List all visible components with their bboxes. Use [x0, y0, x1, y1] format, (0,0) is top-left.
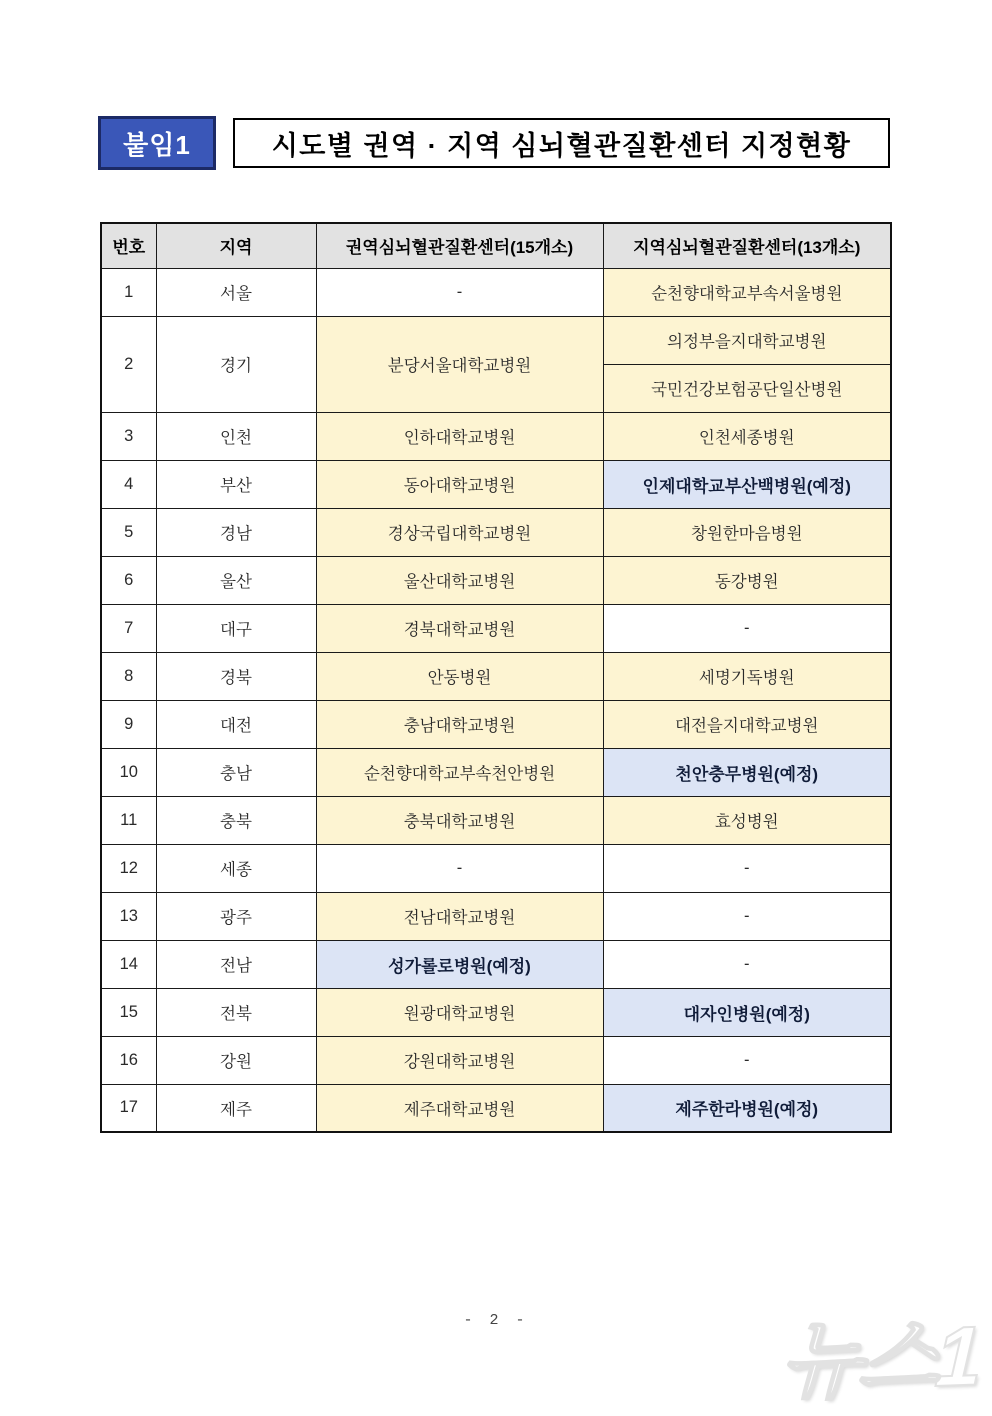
row-no: 1	[101, 268, 156, 316]
regional-center-cell: 제주대학교병원	[316, 1084, 603, 1132]
column-header-local-center: 지역심뇌혈관질환센터(13개소)	[603, 223, 891, 268]
row-no: 3	[101, 412, 156, 460]
table-row	[101, 508, 891, 556]
row-no: 11	[101, 796, 156, 844]
regional-center-cell: 동아대학교병원	[316, 460, 603, 508]
table-row	[101, 556, 891, 604]
row-no: 2	[101, 316, 156, 412]
row-no: 10	[101, 748, 156, 796]
row-no: 9	[101, 700, 156, 748]
row-region: 충북	[156, 796, 316, 844]
table-row	[101, 460, 891, 508]
local-center-cell: 제주한라병원(예정)	[603, 1084, 891, 1132]
local-center-cell: -	[603, 1036, 891, 1084]
table-row	[101, 412, 891, 460]
row-region: 제주	[156, 1084, 316, 1132]
local-center-cell: 천안충무병원(예정)	[603, 748, 891, 796]
row-no: 15	[101, 988, 156, 1036]
regional-center-cell: 원광대학교병원	[316, 988, 603, 1036]
row-region: 강원	[156, 1036, 316, 1084]
row-region: 충남	[156, 748, 316, 796]
row-no: 12	[101, 844, 156, 892]
table-row	[101, 652, 891, 700]
row-region: 대구	[156, 604, 316, 652]
row-region: 울산	[156, 556, 316, 604]
table-row	[101, 700, 891, 748]
news1-watermark-logo: 뉴스1	[778, 1308, 980, 1410]
local-center-cell: 인제대학교부산백병원(예정)	[603, 460, 891, 508]
local-center-cell: 국민건강보험공단일산병원	[603, 364, 891, 412]
regional-center-cell: -	[316, 844, 603, 892]
local-center-cell: -	[603, 604, 891, 652]
local-center-cell: 효성병원	[603, 796, 891, 844]
row-region: 전남	[156, 940, 316, 988]
regional-center-cell: 전남대학교병원	[316, 892, 603, 940]
regional-center-cell: 안동병원	[316, 652, 603, 700]
regional-center-cell: 인하대학교병원	[316, 412, 603, 460]
local-center-cell: -	[603, 844, 891, 892]
document-header	[98, 116, 890, 170]
column-header-region: 지역	[156, 223, 316, 268]
regional-center-cell: 경북대학교병원	[316, 604, 603, 652]
row-region: 인천	[156, 412, 316, 460]
table-row	[101, 1084, 891, 1132]
attachment-tag: 붙임1	[98, 116, 216, 170]
page-title: 시도별 권역 · 지역 심뇌혈관질환센터 지정현황	[233, 118, 890, 168]
row-region: 서울	[156, 268, 316, 316]
local-center-cell: 창원한마음병원	[603, 508, 891, 556]
column-header-regional-center: 권역심뇌혈관질환센터(15개소)	[316, 223, 603, 268]
row-region: 대전	[156, 700, 316, 748]
center-designation-table	[100, 222, 892, 1133]
local-center-cell: 세명기독병원	[603, 652, 891, 700]
table-row	[101, 844, 891, 892]
regional-center-cell: 충북대학교병원	[316, 796, 603, 844]
row-no: 17	[101, 1084, 156, 1132]
row-no: 5	[101, 508, 156, 556]
table-row	[101, 988, 891, 1036]
row-no: 8	[101, 652, 156, 700]
table-row	[101, 748, 891, 796]
local-center-cell: 대전을지대학교병원	[603, 700, 891, 748]
table-header-row	[101, 223, 891, 268]
column-header-no: 번호	[101, 223, 156, 268]
row-no: 14	[101, 940, 156, 988]
table-row	[101, 796, 891, 844]
table-row	[101, 604, 891, 652]
table-row	[101, 1036, 891, 1084]
row-region: 전북	[156, 988, 316, 1036]
row-no: 6	[101, 556, 156, 604]
row-region: 경북	[156, 652, 316, 700]
page-number: - 2 -	[463, 1312, 529, 1329]
row-region: 세종	[156, 844, 316, 892]
row-region: 광주	[156, 892, 316, 940]
regional-center-cell: 경상국립대학교병원	[316, 508, 603, 556]
regional-center-cell: 충남대학교병원	[316, 700, 603, 748]
local-center-cell: 동강병원	[603, 556, 891, 604]
row-region: 부산	[156, 460, 316, 508]
row-region: 경남	[156, 508, 316, 556]
local-center-cell: 의정부을지대학교병원	[603, 316, 891, 364]
regional-center-cell: 성가롤로병원(예정)	[316, 940, 603, 988]
table-row	[101, 892, 891, 940]
local-center-cell: 순천향대학교부속서울병원	[603, 268, 891, 316]
regional-center-cell: -	[316, 268, 603, 316]
row-region: 경기	[156, 316, 316, 412]
table-row	[101, 316, 891, 364]
table-row	[101, 268, 891, 316]
regional-center-cell: 순천향대학교부속천안병원	[316, 748, 603, 796]
regional-center-cell: 분당서울대학교병원	[316, 316, 603, 412]
row-no: 13	[101, 892, 156, 940]
local-center-cell: 인천세종병원	[603, 412, 891, 460]
local-center-cell: 대자인병원(예정)	[603, 988, 891, 1036]
local-center-cell: -	[603, 940, 891, 988]
regional-center-cell: 강원대학교병원	[316, 1036, 603, 1084]
row-no: 4	[101, 460, 156, 508]
row-no: 16	[101, 1036, 156, 1084]
table-row	[101, 940, 891, 988]
local-center-cell: -	[603, 892, 891, 940]
row-no: 7	[101, 604, 156, 652]
regional-center-cell: 울산대학교병원	[316, 556, 603, 604]
